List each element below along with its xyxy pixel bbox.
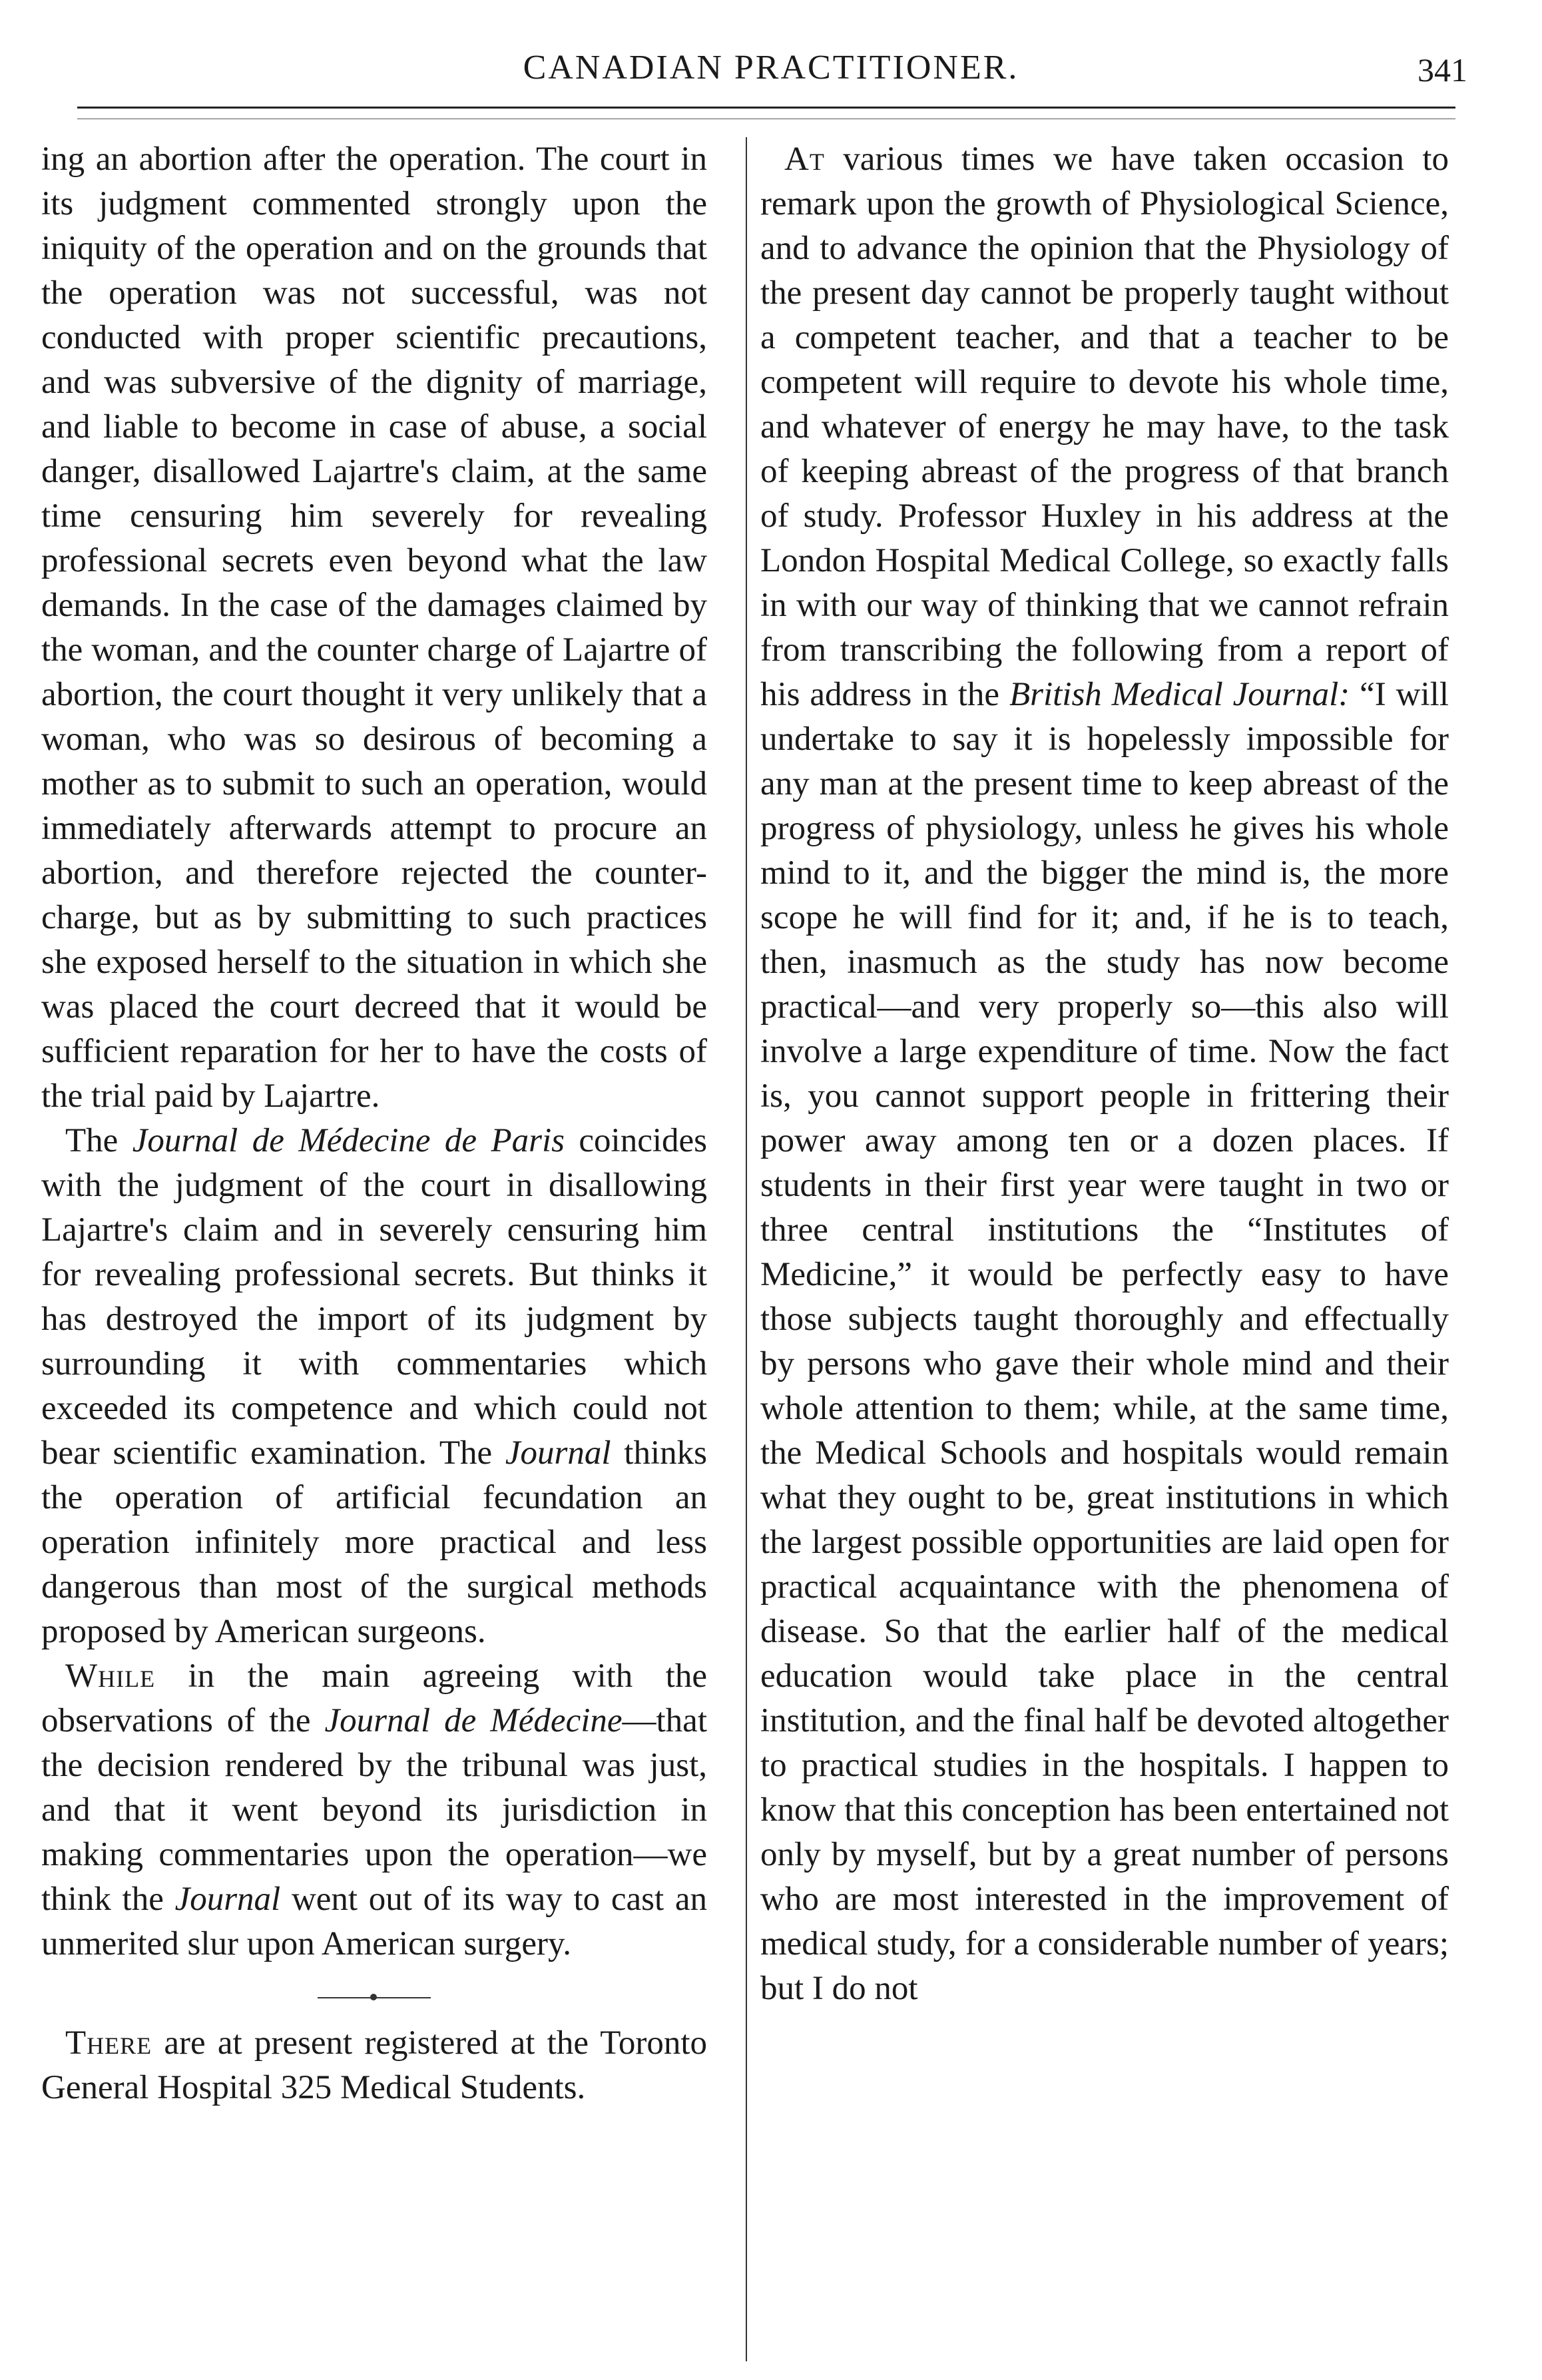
- journal-name-italic: Journal de Médecine: [324, 1702, 623, 1739]
- left-paragraph-3-lead: in the main agreeing with the observations of the: [41, 1657, 707, 1739]
- left-paragraph-4-text: are at present registered at the Toronto General Hospital 325 Medical Students.: [41, 2024, 707, 2106]
- left-paragraph-2-tail: thinks the operation of artificial fecundation an operation infinitely more practical and less dangerous than most of the surgical methods proposed by American surgeons.: [41, 1434, 707, 1650]
- left-paragraph-3: [41, 1654, 707, 1966]
- journal-name-italic: British Medical Journal:: [1009, 676, 1350, 713]
- left-paragraph-1: [41, 137, 707, 1119]
- right-column: [760, 137, 1449, 2011]
- small-caps-lead: While: [65, 1657, 156, 1695]
- journal-title: CANADIAN PRACTITIONER.: [523, 49, 1019, 87]
- small-caps-lead: At: [784, 141, 825, 178]
- journal-name-italic: Journal de Médecine de Paris: [132, 1122, 565, 1159]
- section-separator: [318, 1997, 431, 1998]
- left-paragraph-3-mid: —that the decision rendered by the tribunal was just, and that it went beyond its jurisdiction in making commentaries upon the operation—we think the: [41, 1702, 707, 1918]
- journal-italic: Journal: [505, 1434, 611, 1472]
- left-paragraph-2-lead: The: [65, 1122, 132, 1159]
- header-rule: [77, 107, 1455, 109]
- page-number: 341: [1417, 51, 1467, 89]
- right-paragraph-1-tail: “I will undertake to say it is hopelessly impossible for any man at the present time to keep abreast of the progress of physiology, unless he gives his whole mind to it, and the bigger the mind is, the more scope he will find for it; and, if he is to teach, then, inasmuch as the study has now become practical—and very properly so—this also will involve a large expenditure of time. Now the fact is, you cannot support people in frittering their power away among ten or a dozen places. If students in their first year were taught in two or three central institutions the “Institutes of Medicine,” it would be perfectly easy to have those subjects taught thoroughly and effectually by persons who gave their whole mind and their whole attention to them; while, at the same time, the Medical Schools and hospitals would remain what they ought to be, great institutions in which the largest possible opportunities are laid open for practical acquaintance with the phenomena of disease. So that the earlier half of the medical education would take place in the central institution, and the final half be devoted altogether to practical studies in the hospitals. I happen to know that this conception has been entertained not only by myself, but by a great number of persons who are most interested in the improvement of medical study, for a considerable number of years; but I do not: [760, 676, 1449, 2007]
- left-paragraph-2: [41, 1119, 707, 1654]
- right-paragraph-1: [760, 137, 1449, 2011]
- journal-italic: Journal: [174, 1881, 281, 1918]
- left-paragraph-3-tail: went out of its way to cast an unmerited slur upon American surgery.: [41, 1881, 707, 1962]
- right-paragraph-1-lead: various times we have taken occasion to remark upon the growth of Physiological Science, and to advance the opinion that the Physiology of the present day cannot be properly taught without a competent teacher, and that a teacher to be competent will require to devote his whole time, and whatever of energy he may have, to the task of keeping abreast of the progress of that branch of study. Professor Huxley in his address at the London Hospital Medical College, so exactly falls in with our way of thinking that we cannot refrain from transcribing the following from a report of his address in the: [760, 141, 1449, 713]
- column-divider: [746, 137, 747, 2361]
- left-paragraph-1-text: ing an abortion after the operation. The court in its judgment commented strongly upon the iniquity of the operation and on the grounds that the operation was not successful, was not conducted with proper scientific precautions, and was subversive of the dignity of marriage, and liable to become in case of abuse, a social danger, disallowed Lajartre's claim, at the same time censuring him severely for revealing professional secrets even beyond what the law demands. In the case of the damages claimed by the woman, and the counter charge of Lajartre of abortion, the court thought it very unlikely that a woman, who was so desirous of becoming a mother as to submit to such an operation, would immediately afterwards attempt to procure an abortion, and therefore rejected the counter-charge, but as by submitting to such practices she exposed herself to the situation in which she was placed the court decreed that it would be sufficient reparation for her to have the costs of the trial paid by Lajartre.: [41, 141, 707, 1115]
- left-column: [41, 137, 707, 2110]
- running-head: [67, 48, 1475, 95]
- left-paragraph-4: [41, 2021, 707, 2110]
- small-caps-lead: There: [65, 2024, 152, 2062]
- left-paragraph-2-mid: coincides with the judgment of the court in disallowing Lajartre's claim and in severely censuring him for revealing professional secrets. But thinks it has destroyed the import of its judgment by surrounding it with commentaries which exceeded its competence and which could not bear scientific examination. The: [41, 1122, 707, 1472]
